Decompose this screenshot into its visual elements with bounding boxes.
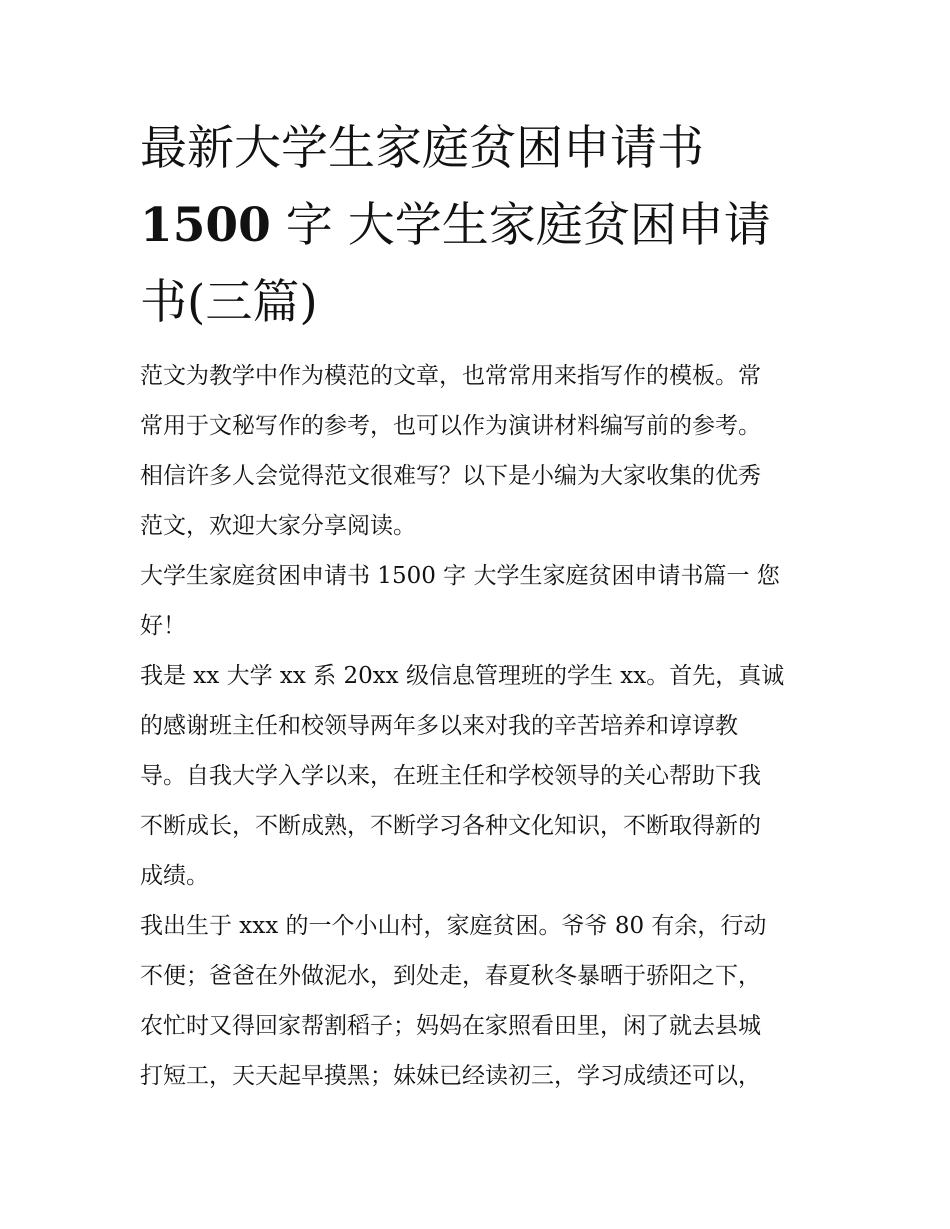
- title-text: 字 大学生家庭贫困申请: [270, 198, 771, 253]
- text-line: 范文为教学中作为模范的文章，也常常用来指写作的模板。常: [140, 363, 761, 389]
- document-content: [140, 110, 820, 1101]
- paragraph-family: [140, 901, 820, 1101]
- text-line: 成绩。: [140, 863, 209, 889]
- text-line: 我是 xx 大学 xx 系 20xx 级信息管理班的学生 xx。首先，真诚: [140, 663, 785, 689]
- text-line: 范文，欢迎大家分享阅读。: [140, 513, 416, 539]
- paragraph-heading: [140, 551, 820, 651]
- text-line: 相信许多人会觉得范文很难写？以下是小编为大家收集的优秀: [140, 463, 761, 489]
- document-body: [140, 351, 820, 1101]
- text-line: 不便；爸爸在外做泥水，到处走，春夏秋冬暴晒于骄阳之下，: [140, 963, 761, 989]
- paragraph-intro: [140, 351, 820, 551]
- paragraph-self-intro: [140, 651, 820, 901]
- text-line: 打短工，天天起早摸黑；妹妹已经读初三，学习成绩还可以，: [140, 1063, 761, 1089]
- text-line: 不断成长，不断成熟，不断学习各种文化知识，不断取得新的: [140, 813, 761, 839]
- text-line: 大学生家庭贫困申请书 1500 字 大学生家庭贫困申请书篇一 您: [140, 563, 780, 589]
- title-number: 1500: [140, 198, 271, 253]
- title-line: [140, 187, 820, 264]
- text-line: 常用于文秘写作的参考，也可以作为演讲材料编写前的参考。: [140, 413, 761, 439]
- text-line: 的感谢班主任和校领导两年多以来对我的辛苦培养和谆谆教: [140, 713, 738, 739]
- document-title: [140, 110, 820, 341]
- title-line: 最新大学生家庭贫困申请书: [140, 121, 704, 176]
- title-line: 书(三篇): [140, 275, 318, 330]
- text-line: 好！: [140, 613, 186, 639]
- text-line: 我出生于 xxx 的一个小山村，家庭贫困。爷爷 80 有余，行动: [140, 913, 767, 939]
- text-line: 导。自我大学入学以来，在班主任和学校领导的关心帮助下我: [140, 763, 761, 789]
- text-line: 农忙时又得回家帮割稻子；妈妈在家照看田里，闲了就去县城: [140, 1013, 761, 1039]
